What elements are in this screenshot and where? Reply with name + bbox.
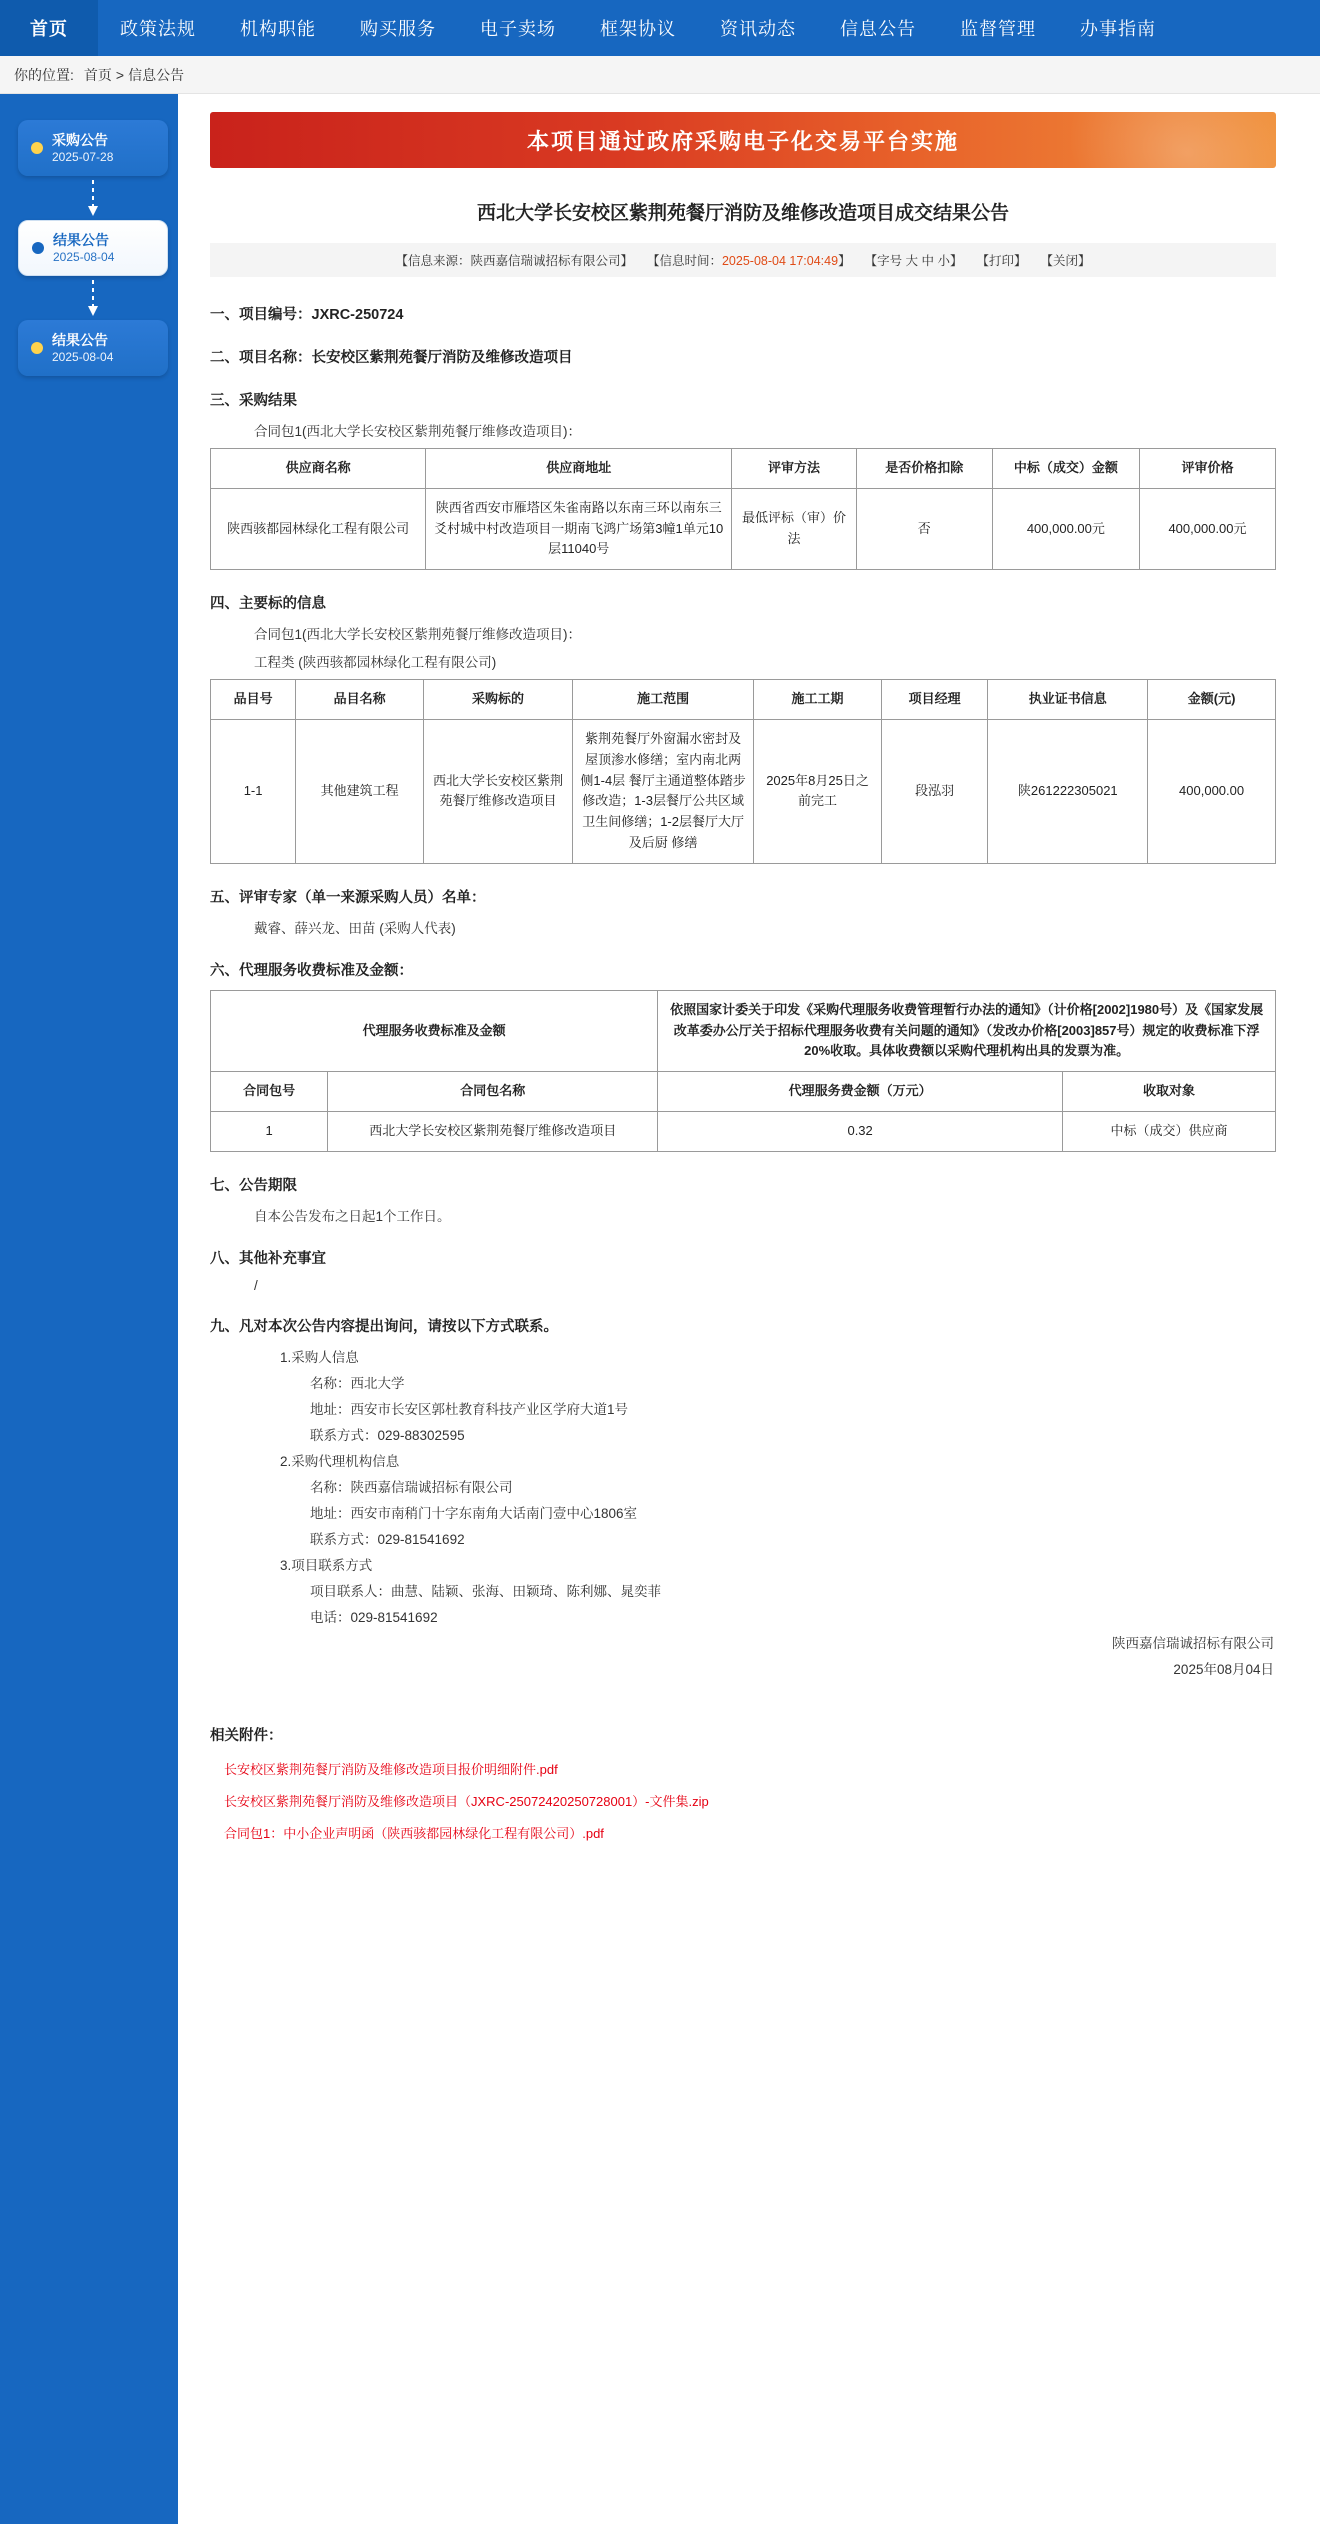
fee-standard-description: 依照国家计委关于印发《采购代理服务收费管理暂行办法的通知》（计价格[2002]1980号）及《国家发展改革委办公厅关于招标代理服务收费有关问题的通知》（发改办价格[2003]857号）规定的收费标准下浮20%收取。具体收费额以采购代理机构出具的发票为准。 (658, 990, 1276, 1071)
signature-date: 2025年08月04日 (1173, 1661, 1274, 1677)
cell-license-info: 陕261222305021 (988, 719, 1148, 863)
section-agency-fee: 六、代理服务收费标准及金额： (210, 962, 413, 979)
timeline-node-date: 2025-07-28 (52, 150, 114, 164)
nav-item-framework-agreement[interactable]: 框架协议 (600, 19, 676, 39)
page-title: 西北大学长安校区紫荆苑餐厅消防及维修改造项目成交结果公告 (476, 203, 1009, 224)
review-experts-list: 戴睿、薛兴龙、田苗 (采购人代表) (254, 920, 456, 936)
agency-phone: 联系方式：029-81541692 (310, 1531, 465, 1547)
subject-info-table (210, 679, 1276, 864)
project-contact-title: 3.项目联系方式 (280, 1557, 373, 1573)
table-row (211, 488, 1276, 569)
table-header-row (211, 1072, 1276, 1112)
col-purchase-subject: 采购标的 (423, 680, 572, 720)
meta-close-button[interactable]: 【关闭】 (1040, 254, 1091, 268)
timeline-node-title: 结果公告 (52, 332, 108, 348)
breadcrumb-separator: > (115, 66, 125, 83)
announcement-period-text: 自本公告发布之日起1个工作日。 (254, 1208, 451, 1224)
attachments-title: 相关附件： (210, 1727, 283, 1744)
other-matters-text: / (254, 1277, 258, 1293)
timeline-dot-icon (32, 242, 44, 254)
meta-time-tail: 】 (838, 254, 851, 268)
sidebar-timeline (0, 94, 178, 2524)
timeline-node-title: 采购公告 (52, 132, 108, 148)
attachments-list (224, 1759, 1276, 1842)
result-package-label: 合同包1(西北大学长安校区紫荆苑餐厅维修改造项目)： (254, 424, 581, 439)
timeline-node-title: 结果公告 (53, 232, 109, 248)
section-project-name: 二、项目名称：长安校区紫荆苑餐厅消防及维修改造项目 (210, 350, 573, 366)
breadcrumb (0, 56, 1320, 94)
cell-fee-payer: 中标（成交）供应商 (1062, 1111, 1275, 1151)
col-construction-period: 施工工期 (754, 680, 882, 720)
col-construction-scope: 施工范围 (573, 680, 754, 720)
col-amount: 金额(元) (1148, 680, 1276, 720)
purchaser-name: 名称：西北大学 (310, 1375, 405, 1391)
agency-address: 地址：西安市南稍门十字东南角大话南门壹中心1806室 (310, 1505, 638, 1521)
table-row (211, 719, 1276, 863)
cell-price-deduction: 否 (856, 488, 992, 569)
cell-purchase-subject: 西北大学长安校区紫荆苑餐厅维修改造项目 (423, 719, 572, 863)
meta-time-value: 2025-08-04 17:04:49 (721, 254, 839, 268)
nav-item-supervision[interactable]: 监督管理 (960, 19, 1036, 39)
cell-supplier-address: 陕西省西安市雁塔区朱雀南路以东南三环以南东三爻村城中村改造项目一期南飞鸿广场第3幢1单元10层11040号 (426, 488, 732, 569)
col-project-manager: 项目经理 (881, 680, 988, 720)
signature-company: 陕西嘉信瑞诚招标有限公司 (1112, 1635, 1274, 1651)
col-award-amount: 中标（成交）金额 (992, 449, 1139, 489)
section-project-number: 一、项目编号：JXRC-250724 (210, 307, 404, 323)
timeline-dot-icon (31, 342, 43, 354)
project-contact-persons: 项目联系人：曲慧、陆颖、张海、田颖琦、陈利娜、晁奕菲 (310, 1583, 661, 1599)
col-package-name: 合同包名称 (328, 1072, 658, 1112)
breadcrumb-current: 信息公告 (128, 66, 185, 83)
page-body (0, 94, 1320, 2524)
table-header-row (211, 680, 1276, 720)
timeline-node-date: 2025-08-04 (53, 250, 115, 264)
timeline-node-result-announcement-2[interactable] (18, 320, 168, 376)
col-fee-payer: 收取对象 (1062, 1072, 1275, 1112)
cell-project-manager: 段泓羽 (881, 719, 988, 863)
agency-name: 名称：陕西嘉信瑞诚招标有限公司 (310, 1479, 513, 1495)
fee-standard-label: 代理服务收费标准及金额 (211, 990, 658, 1071)
fee-description-row (211, 990, 1276, 1071)
procurement-result-table (210, 448, 1276, 570)
cell-construction-period: 2025年8月25日之前完工 (754, 719, 882, 863)
col-supplier-address: 供应商地址 (426, 449, 732, 489)
attachment-link-3[interactable]: 合同包1：中小企业声明函（陕西骇都园林绿化工程有限公司）.pdf (224, 1825, 604, 1841)
cell-supplier-name: 陕西骇都园林绿化工程有限公司 (211, 488, 426, 569)
table-row (211, 1111, 1276, 1151)
nav-item-news[interactable]: 资讯动态 (720, 19, 796, 39)
cell-review-price: 400,000.00元 (1140, 488, 1276, 569)
cell-item-number: 1-1 (211, 719, 296, 863)
meta-print-button[interactable]: 【打印】 (976, 254, 1027, 268)
table-header-row (211, 449, 1276, 489)
col-package-number: 合同包号 (211, 1072, 328, 1112)
timeline (0, 120, 178, 376)
meta-source: 【信息来源：陕西嘉信瑞诚招标有限公司】 (395, 254, 633, 268)
nav-item-policy[interactable]: 政策法规 (120, 19, 196, 39)
timeline-dot-icon (31, 142, 43, 154)
breadcrumb-home-link[interactable]: 首页 (83, 66, 112, 83)
purchaser-address: 地址：西安市长安区郭杜教育科技产业区学府大道1号 (310, 1401, 629, 1417)
col-item-number: 品目号 (211, 680, 296, 720)
agency-fee-table (210, 990, 1276, 1152)
meta-time-label: 【信息时间： (646, 254, 722, 268)
section-review-experts: 五、评审专家（单一来源采购人员）名单： (210, 889, 486, 906)
timeline-node-date: 2025-08-04 (52, 350, 114, 364)
subject-package-label: 合同包1(西北大学长安校区紫荆苑餐厅维修改造项目)： (254, 627, 581, 643)
cell-fee-amount: 0.32 (658, 1111, 1063, 1151)
col-review-method: 评审方法 (732, 449, 857, 489)
subject-category-label: 工程类 (陕西骇都园林绿化工程有限公司) (254, 655, 497, 671)
breadcrumb-label: 你的位置: (14, 66, 74, 83)
section-announcement-period: 七、公告期限 (210, 1177, 297, 1194)
project-contact-phone: 电话：029-81541692 (310, 1609, 438, 1625)
nav-item-guide[interactable]: 办事指南 (1080, 19, 1156, 39)
cell-item-name: 其他建筑工程 (296, 719, 424, 863)
cell-award-amount: 400,000.00元 (992, 488, 1139, 569)
section-other-matters: 八、其他补充事宜 (210, 1250, 326, 1267)
cell-review-method: 最低评标（审）价法 (732, 488, 857, 569)
timeline-node-purchase-announcement[interactable] (18, 120, 168, 176)
section-procurement-result: 三、采购结果 (210, 393, 297, 409)
cell-package-number: 1 (211, 1111, 328, 1151)
cell-package-name: 西北大学长安校区紫荆苑餐厅维修改造项目 (328, 1111, 658, 1151)
document-content (178, 94, 1320, 1915)
section-contact: 九、凡对本次公告内容提出询问，请按以下方式联系。 (210, 1318, 558, 1335)
purchaser-phone: 联系方式：029-88302595 (310, 1427, 465, 1443)
section-subject-info: 四、主要标的信息 (210, 596, 326, 613)
col-license-info: 执业证书信息 (988, 680, 1148, 720)
meta-fontsize-control[interactable]: 【字号 大 中 小】 (864, 254, 963, 268)
col-fee-amount: 代理服务费金额（万元） (658, 1072, 1063, 1112)
nav-item-information-notice[interactable]: 信息公告 (840, 19, 916, 39)
timeline-arrow-down-icon (18, 176, 168, 220)
col-price-deduction: 是否价格扣除 (856, 449, 992, 489)
meta-time (647, 251, 851, 269)
col-review-price: 评审价格 (1140, 449, 1276, 489)
nav-item-purchase-service[interactable]: 购买服务 (360, 19, 436, 39)
document-meta-bar (210, 243, 1276, 277)
agency-info-title: 2.采购代理机构信息 (280, 1453, 400, 1469)
cell-construction-scope: 紫荆苑餐厅外窗漏水密封及屋顶渗水修缮；室内南北两侧1-4层 餐厅主通道整体踏步修改造；1-3层餐厅公共区域卫生间修缮；1-2层餐厅大厅及后厨 修缮 (573, 719, 754, 863)
cell-amount: 400,000.00 (1148, 719, 1276, 863)
nav-item-functions[interactable]: 机构职能 (240, 19, 316, 39)
top-navigation (0, 0, 1320, 56)
nav-item-home[interactable]: 首页 (0, 0, 98, 56)
attachment-link-1[interactable]: 长安校区紫荆苑餐厅消防及维修改造项目报价明细附件.pdf (224, 1761, 558, 1777)
platform-banner: 本项目通过政府采购电子化交易平台实施 (210, 112, 1276, 168)
timeline-node-result-announcement-1[interactable] (18, 220, 168, 276)
timeline-arrow-down-icon (18, 276, 168, 320)
attachment-link-2[interactable]: 长安校区紫荆苑餐厅消防及维修改造项目（JXRC-25072420250728001）-文件集.zip (224, 1793, 709, 1809)
col-supplier-name: 供应商名称 (211, 449, 426, 489)
purchaser-info-title: 1.采购人信息 (280, 1349, 359, 1365)
col-item-name: 品目名称 (296, 680, 424, 720)
nav-item-e-market[interactable]: 电子卖场 (480, 19, 556, 39)
